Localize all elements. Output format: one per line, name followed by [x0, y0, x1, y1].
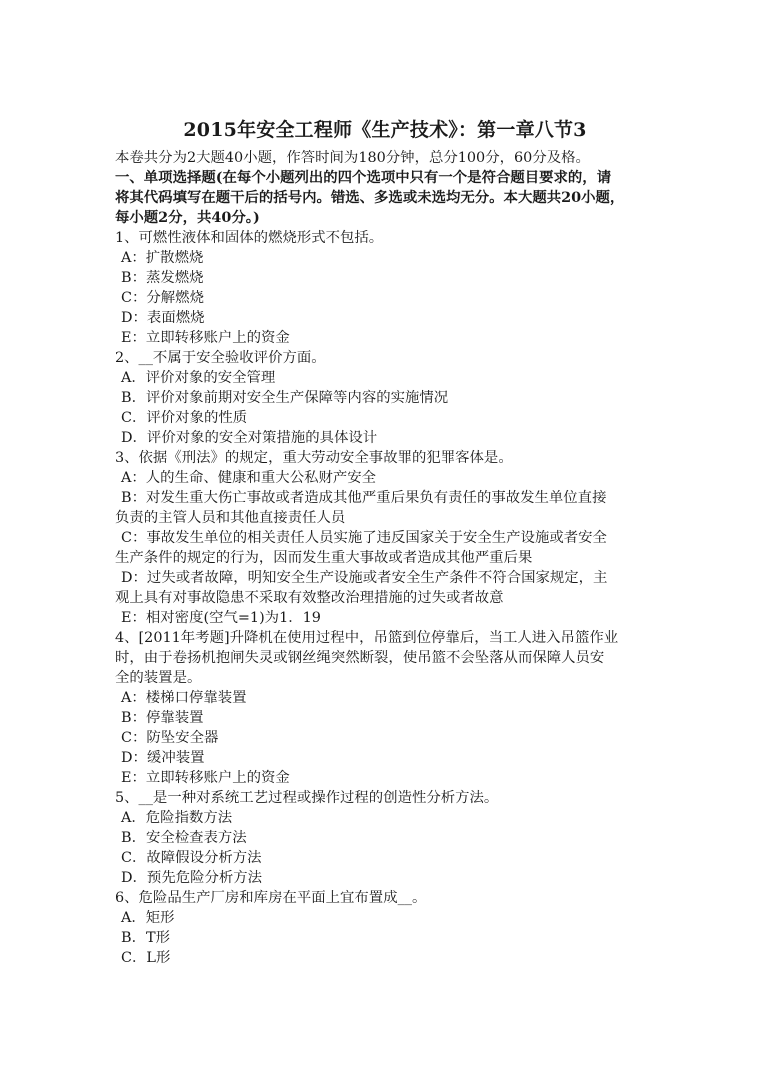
answer-option — [115, 308, 675, 328]
option-text: C：事故发生单位的相关责任人员实施了违反国家关于安全生产设施或者安全 — [121, 530, 607, 546]
question-stem: 4、[2011年考题]升降机在使用过程中，吊篮到位停靠后，当工人进入吊篮作业 — [115, 630, 619, 646]
answer-option — [115, 528, 675, 568]
option-text: A：扩散燃烧 — [121, 250, 204, 266]
answer-option — [115, 728, 675, 748]
answer-option — [115, 848, 675, 868]
question-1 — [115, 228, 675, 348]
answer-option — [115, 688, 675, 708]
answer-option — [115, 388, 675, 408]
question-4 — [115, 628, 675, 788]
question-stem: 5、__是一种对系统工艺过程或操作过程的创造性分析方法。 — [115, 790, 499, 806]
option-text-continued: 负责的主管人员和其他直接责任人员 — [115, 510, 346, 526]
option-text: B．评价对象前期对安全生产保障等内容的实施情况 — [121, 390, 449, 406]
question-stem: 3、依据《刑法》的规定，重大劳动安全事故罪的犯罪客体是。 — [115, 450, 513, 466]
option-text: E：立即转移账户上的资金 — [121, 330, 290, 346]
answer-option — [115, 488, 675, 528]
document-title: 2015年安全工程师《生产技术》：第一章八节3 — [183, 119, 587, 141]
answer-option — [115, 768, 675, 788]
answer-option — [115, 288, 675, 308]
answer-option — [115, 608, 675, 628]
option-text: A．危险指数方法 — [121, 810, 233, 826]
option-text: A．矩形 — [121, 910, 175, 926]
option-text: E：立即转移账户上的资金 — [121, 770, 290, 786]
answer-option — [115, 828, 675, 848]
option-text: C：防坠安全器 — [121, 730, 219, 746]
option-text: D：表面燃烧 — [121, 310, 205, 326]
document-page — [115, 116, 675, 968]
answer-option — [115, 428, 675, 448]
option-text: B：停靠装置 — [121, 710, 204, 726]
option-text: A．评价对象的安全管理 — [121, 370, 276, 386]
answer-option — [115, 568, 675, 608]
option-text: B．T形 — [121, 930, 170, 946]
answer-option — [115, 808, 675, 828]
question-stem: 全的装置是。 — [115, 670, 202, 686]
answer-option — [115, 328, 675, 348]
answer-option — [115, 908, 675, 928]
answer-option — [115, 408, 675, 428]
question-stem: 2、__不属于安全验收评价方面。 — [115, 350, 326, 366]
question-stem: 6、危险品生产厂房和库房在平面上宜布置成__。 — [115, 890, 427, 906]
exam-intro: 本卷共分为2大题40小题，作答时间为180分钟，总分100分，60分及格。 — [115, 150, 590, 166]
option-text: C：分解燃烧 — [121, 290, 204, 306]
option-text: D．预先危险分析方法 — [121, 870, 263, 886]
question-2 — [115, 348, 675, 448]
option-text: D：过失或者故障，明知安全生产设施或者安全生产条件不符合国家规定，主 — [121, 570, 608, 586]
option-text: B：对发生重大伤亡事故或者造成其他严重后果负有责任的事故发生单位直接 — [121, 490, 607, 506]
question-list — [115, 228, 675, 968]
question-stem: 时，由于卷扬机抱闸失灵或钢丝绳突然断裂，使吊篮不会坠落从而保障人员安 — [115, 650, 605, 666]
option-text: C．L形 — [121, 950, 171, 966]
question-3 — [115, 448, 675, 628]
section-heading-line: 每小题2分，共40分。) — [115, 209, 260, 226]
option-text: A：楼梯口停靠装置 — [121, 690, 247, 706]
option-text-continued: 生产条件的规定的行为，因而发生重大事故或者造成其他严重后果 — [115, 550, 533, 566]
question-5 — [115, 788, 675, 888]
option-text: A：人的生命、健康和重大公私财产安全 — [121, 470, 377, 486]
option-text: C．故障假设分析方法 — [121, 850, 262, 866]
answer-option — [115, 268, 675, 288]
answer-option — [115, 248, 675, 268]
option-text: B：蒸发燃烧 — [121, 270, 204, 286]
option-text: C．评价对象的性质 — [121, 410, 248, 426]
answer-option — [115, 368, 675, 388]
answer-option — [115, 468, 675, 488]
option-text: E：相对密度(空气=1)为1．19 — [121, 610, 321, 626]
question-6 — [115, 888, 675, 968]
answer-option — [115, 948, 675, 968]
question-stem: 1、可燃性液体和固体的燃烧形式不包括。 — [115, 230, 384, 246]
section-heading-line: 将其代码填写在题干后的括号内。错选、多选或未选均无分。本大题共20小题， — [115, 189, 625, 206]
answer-option — [115, 748, 675, 768]
answer-option — [115, 708, 675, 728]
section-heading-line: 一、单项选择题(在每个小题列出的四个选项中只有一个是符合题目要求的，请 — [115, 169, 612, 186]
option-text: D．评价对象的安全对策措施的具体设计 — [121, 430, 378, 446]
option-text-continued: 观上具有对事故隐患不采取有效整改治理措施的过失或者故意 — [115, 590, 504, 606]
section-heading — [115, 168, 675, 228]
option-text: B．安全检查表方法 — [121, 830, 247, 846]
option-text: D：缓冲装置 — [121, 750, 205, 766]
answer-option — [115, 928, 675, 948]
answer-option — [115, 868, 675, 888]
